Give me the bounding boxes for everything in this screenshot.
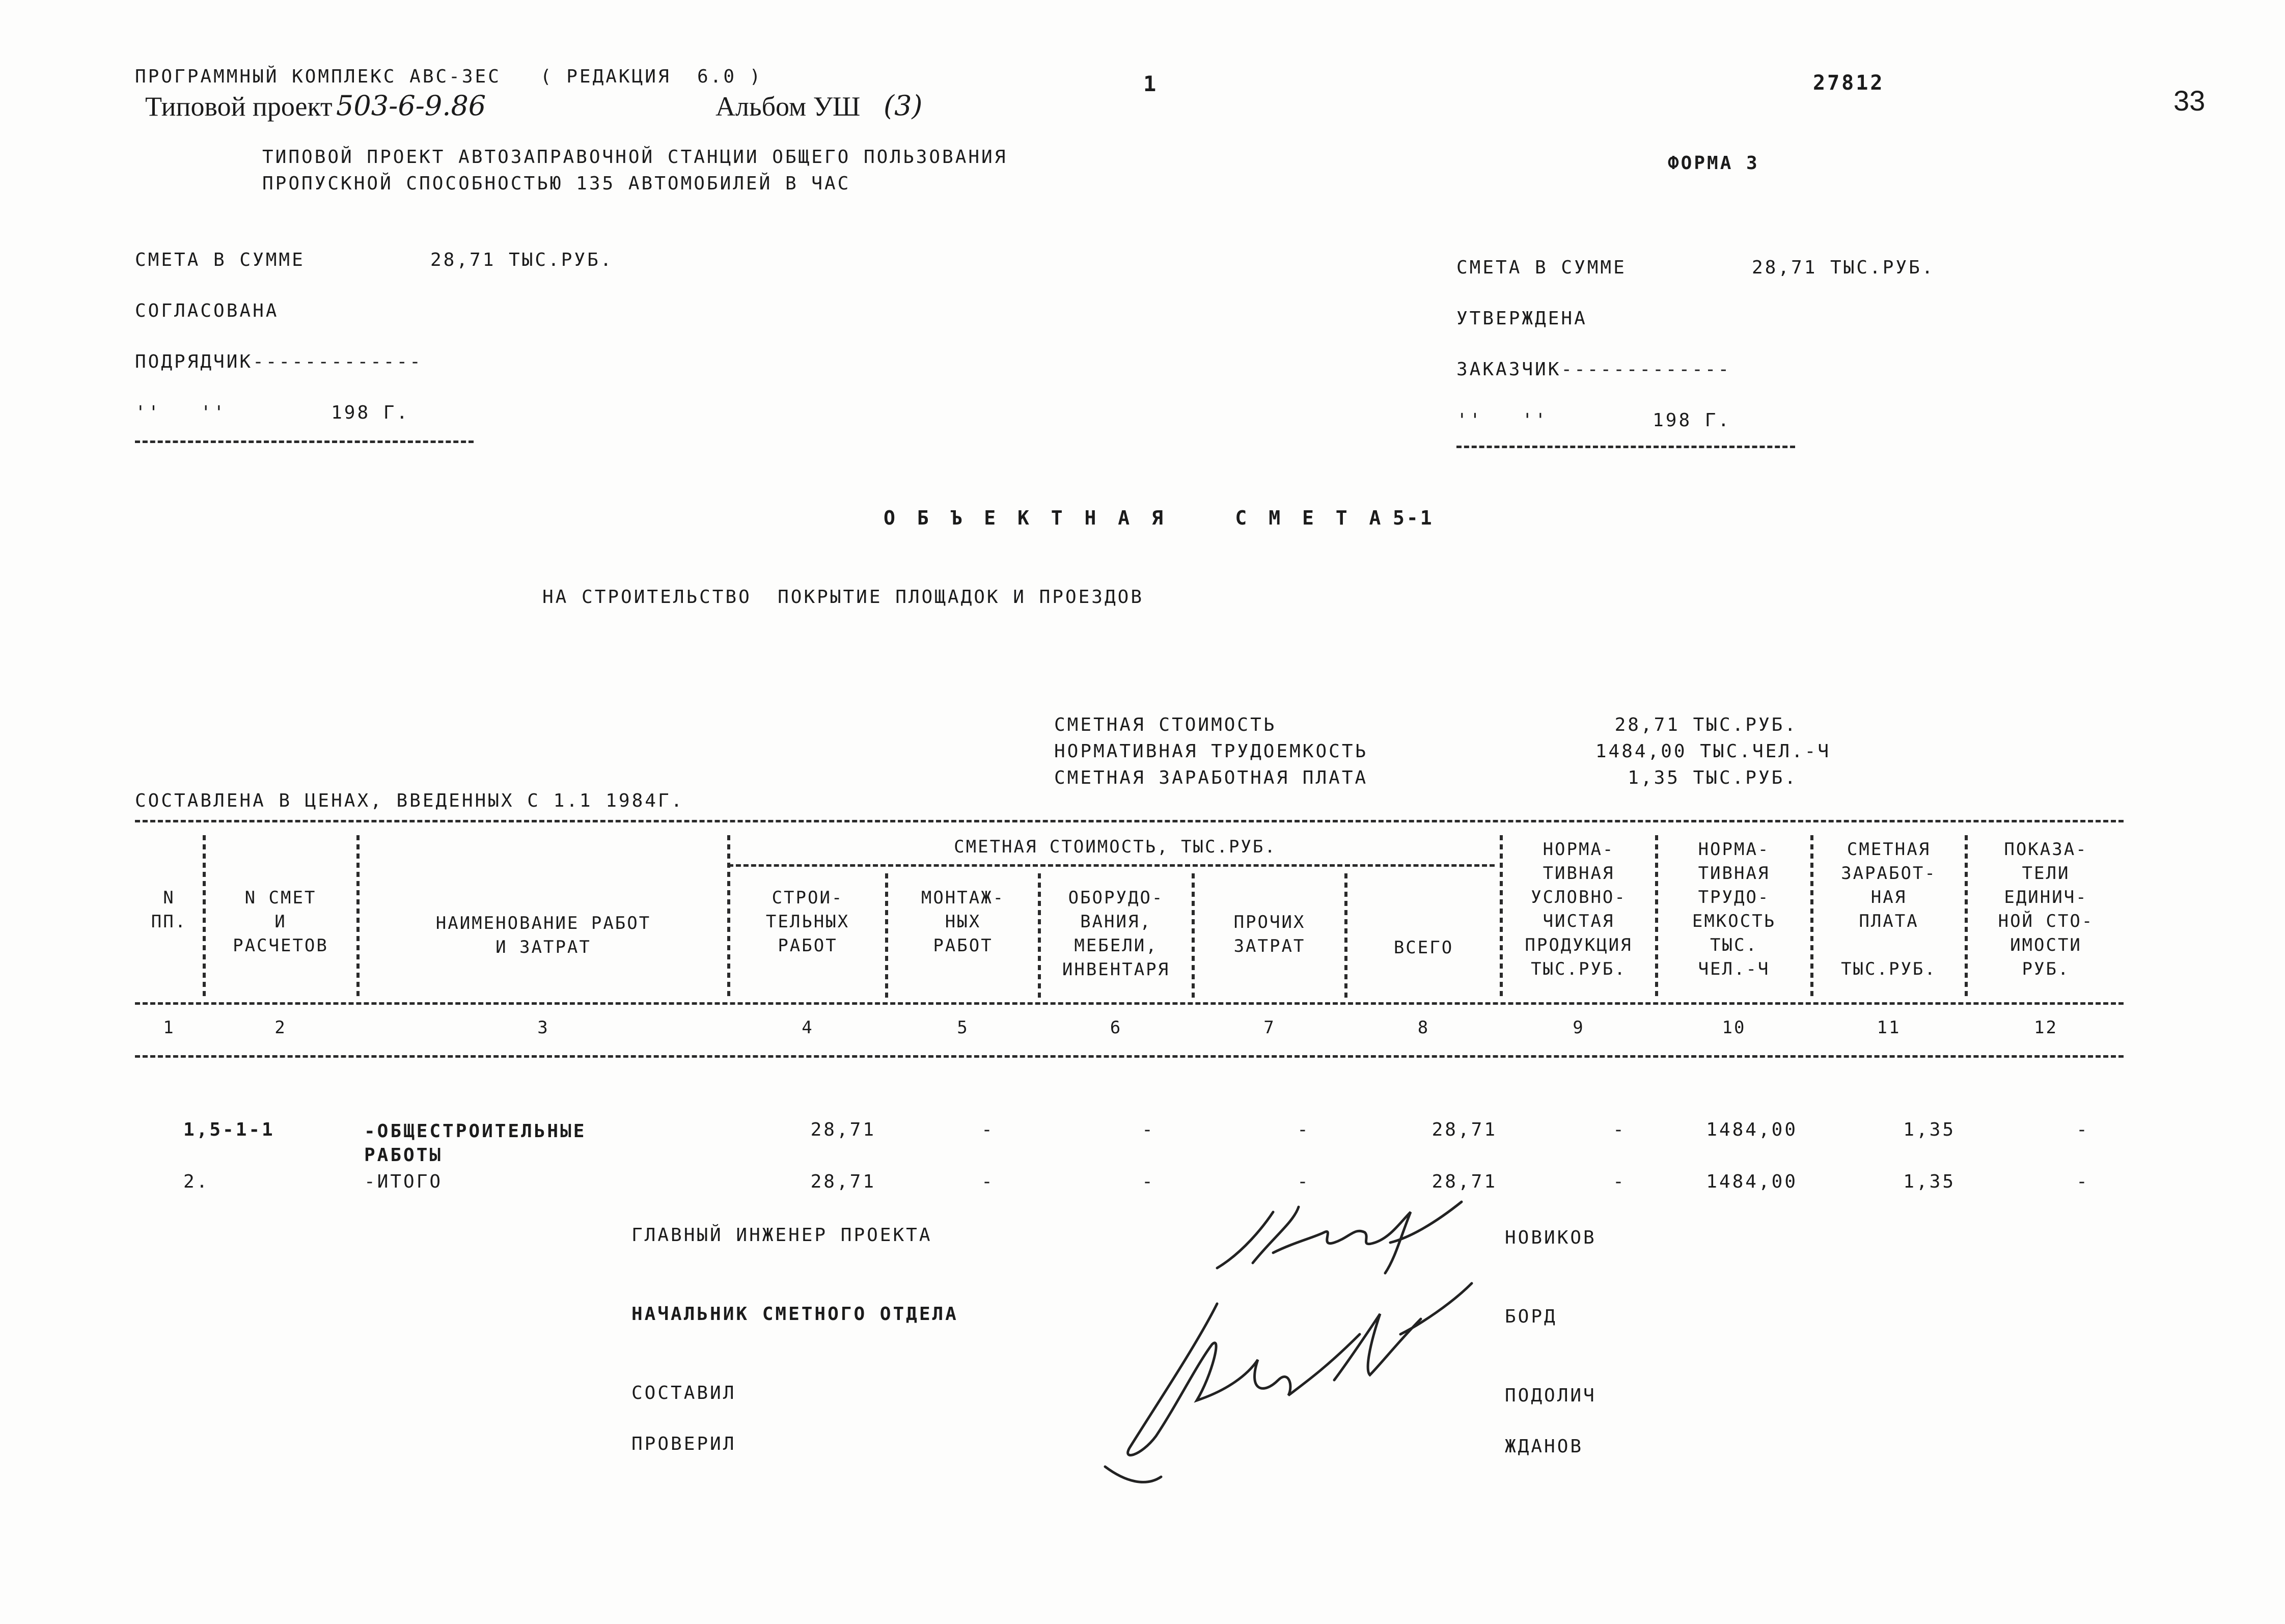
project-title-line-1: ТИПОВОЙ ПРОЕКТ АВТОЗАПРАВОЧНОЙ СТАНЦИИ ОБЩЕГО ПОЛЬЗОВАНИЯ xyxy=(262,147,1008,168)
row-net-output: - xyxy=(1613,1171,1626,1192)
salary-value: 1,35 ТЫС.РУБ. xyxy=(1628,767,1798,788)
row-equipment: - xyxy=(1142,1119,1155,1140)
typical-project-number: 503-6-9.86 xyxy=(336,90,486,122)
group-header-rule xyxy=(728,864,1495,867)
column-numbers-rule xyxy=(135,1055,2124,1058)
row-equipment: - xyxy=(1142,1171,1155,1192)
page-mark: 1 xyxy=(1143,71,1159,96)
col-sep xyxy=(885,873,888,998)
signature-name: ЖДАНОВ xyxy=(1505,1436,1584,1457)
header-col-12: ПОКАЗА- ТЕЛИ ЕДИНИЧ- НОЙ СТО- ИМОСТИ РУБ. xyxy=(1998,839,2094,979)
row-estimate-ref: 1,5-1-1 xyxy=(183,1119,275,1140)
col-sep xyxy=(1192,873,1195,998)
row-net-output: - xyxy=(1613,1119,1626,1140)
estimate-number: 5-1 xyxy=(1393,507,1434,529)
header-col-11: СМЕТНАЯ ЗАРАБОТ- НАЯ ПЛАТА ТЫС.РУБ. xyxy=(1841,839,1937,979)
row-salary: 1,35 xyxy=(1903,1119,1956,1140)
right-date: '' '' 198 Г. xyxy=(1456,410,1731,431)
left-party: ПОДРЯДЧИК------------- xyxy=(135,351,423,372)
column-number: 4 xyxy=(802,1017,814,1038)
row-total: 28,71 xyxy=(1431,1119,1497,1140)
table-top-rule xyxy=(135,820,2124,822)
left-date-rule xyxy=(135,441,474,443)
column-number: 3 xyxy=(537,1017,549,1038)
labor-value: 1484,00 ТЫС.ЧЕЛ.-Ч xyxy=(1595,741,1831,762)
row-estimate-ref: 2. xyxy=(183,1171,210,1192)
header-col-9: НОРМА- ТИВНАЯ УСЛОВНО- ЧИСТАЯ ПРОДУКЦИЯ ТЫС.РУБ. xyxy=(1525,839,1633,979)
estimate-subtitle: НА СТРОИТЕЛЬСТВО ПОКРЫТИЕ ПЛОЩАДОК И ПРОЕЗДОВ xyxy=(542,587,1144,608)
left-status: СОГЛАСОВАНА xyxy=(135,300,279,321)
program-line: ПРОГРАММНЫЙ КОМПЛЕКС АВС-ЗЕС ( РЕДАКЦИЯ 6.0 ) xyxy=(135,66,763,87)
labor-label: НОРМАТИВНАЯ ТРУДОЕМКОСТЬ xyxy=(1054,741,1368,762)
col-sep xyxy=(203,835,206,998)
row-installation: - xyxy=(981,1119,995,1140)
row-labor: 1484,00 xyxy=(1706,1119,1798,1140)
column-number: 5 xyxy=(957,1017,969,1038)
left-sum-value: 28,71 ТЫС.РУБ. xyxy=(430,250,614,270)
signature-name: ПОДОЛИЧ xyxy=(1505,1385,1596,1406)
column-number: 1 xyxy=(163,1017,175,1038)
col-sep xyxy=(727,835,730,998)
right-status: УТВЕРЖДЕНА xyxy=(1456,308,1587,329)
column-number: 2 xyxy=(274,1017,287,1038)
col-sep xyxy=(1655,835,1658,998)
header-col-1: N ПП. xyxy=(151,888,187,932)
album-label: Альбом УШ xyxy=(715,91,861,122)
handwritten-signature-1 xyxy=(1197,1192,1482,1283)
header-col-3: НАИМЕНОВАНИЕ РАБОТ И ЗАТРАТ xyxy=(435,913,651,957)
row-construction: 28,71 xyxy=(810,1171,876,1192)
row-salary: 1,35 xyxy=(1903,1171,1956,1192)
row-unit-cost: - xyxy=(2076,1119,2089,1140)
column-number: 11 xyxy=(1877,1017,1901,1038)
right-date-rule xyxy=(1456,446,1795,448)
right-party: ЗАКАЗЧИК------------- xyxy=(1456,359,1731,380)
column-number: 6 xyxy=(1110,1017,1122,1038)
col-sep xyxy=(1965,835,1968,998)
group-header: СМЕТНАЯ СТОИМОСТЬ, ТЫС.РУБ. xyxy=(954,837,1277,857)
column-number: 12 xyxy=(2034,1017,2058,1038)
col-sep xyxy=(1500,835,1503,998)
signature-role: СОСТАВИЛ xyxy=(631,1383,736,1403)
salary-label: СМЕТНАЯ ЗАРАБОТНАЯ ПЛАТА xyxy=(1054,767,1368,788)
header-col-5: МОНТАЖ- НЫХ РАБОТ xyxy=(921,888,1005,956)
cost-value: 28,71 ТЫС.РУБ. xyxy=(1614,714,1798,735)
album-hand-number: (3) xyxy=(884,90,923,122)
page-number: 33 xyxy=(2173,85,2206,117)
signature-role: НАЧАЛЬНИК СМЕТНОГО ОТДЕЛА xyxy=(631,1304,958,1325)
signature-role: ПРОВЕРИЛ xyxy=(631,1434,736,1454)
estimate-title: О Б Ъ Е К Т Н А Я С М Е Т А xyxy=(884,507,1386,529)
col-sep xyxy=(1810,835,1813,998)
row-work-name: -ИТОГО xyxy=(364,1171,443,1192)
row-total: 28,71 xyxy=(1431,1171,1497,1192)
header-bottom-rule xyxy=(135,1002,2124,1005)
header-col-7: ПРОЧИХ ЗАТРАТ xyxy=(1233,912,1306,956)
form-label: ФОРМА 3 xyxy=(1668,153,1759,174)
row-unit-cost: - xyxy=(2076,1171,2089,1192)
row-construction: 28,71 xyxy=(810,1119,876,1140)
column-number: 9 xyxy=(1573,1017,1585,1038)
signature-name: НОВИКОВ xyxy=(1505,1227,1596,1248)
column-number: 8 xyxy=(1417,1017,1430,1038)
row-installation: - xyxy=(981,1171,995,1192)
signature-role: ГЛАВНЫЙ ИНЖЕНЕР ПРОЕКТА xyxy=(631,1225,932,1246)
col-sep xyxy=(1038,873,1041,998)
right-sum-value: 28,71 ТЫС.РУБ. xyxy=(1752,257,1935,278)
col-sep xyxy=(356,835,360,998)
row-other: - xyxy=(1297,1171,1310,1192)
header-col-10: НОРМА- ТИВНАЯ ТРУДО- ЕМКОСТЬ ТЫС. ЧЕЛ.-Ч xyxy=(1692,839,1776,979)
project-title-line-2: ПРОПУСКНОЙ СПОСОБНОСТЬЮ 135 АВТОМОБИЛЕЙ В ЧАС xyxy=(262,173,851,194)
row-work-name: -ОБЩЕСТРОИТЕЛЬНЫЕ РАБОТЫ xyxy=(364,1121,587,1166)
row-labor: 1484,00 xyxy=(1706,1171,1798,1192)
left-date: '' '' 198 Г. xyxy=(135,402,410,423)
header-col-6: ОБОРУДО- ВАНИЯ, МЕБЕЛИ, ИНВЕНТАРЯ xyxy=(1062,888,1170,980)
handwritten-signature-2 xyxy=(1095,1273,1502,1492)
header-col-2: N СМЕТ И РАСЧЕТОВ xyxy=(233,888,328,956)
header-col-8: ВСЕГО xyxy=(1393,938,1454,958)
prices-note: СОСТАВЛЕНА В ЦЕНАХ, ВВЕДЕННЫХ С 1.1 1984Г. xyxy=(135,790,684,811)
left-sum-label: СМЕТА В СУММЕ xyxy=(135,250,305,270)
typical-project-label: Типовой проект xyxy=(145,91,333,122)
cost-label: СМЕТНАЯ СТОИМОСТЬ xyxy=(1054,714,1277,735)
doc-number: 27812 xyxy=(1813,71,1885,95)
right-sum-label: СМЕТА В СУММЕ xyxy=(1456,257,1627,278)
col-sep xyxy=(1344,873,1347,998)
signature-name: БОРД xyxy=(1505,1306,1557,1327)
column-number: 10 xyxy=(1722,1017,1746,1038)
column-number: 7 xyxy=(1263,1017,1276,1038)
row-other: - xyxy=(1297,1119,1310,1140)
header-col-4: СТРОИ- ТЕЛЬНЫХ РАБОТ xyxy=(765,888,850,956)
